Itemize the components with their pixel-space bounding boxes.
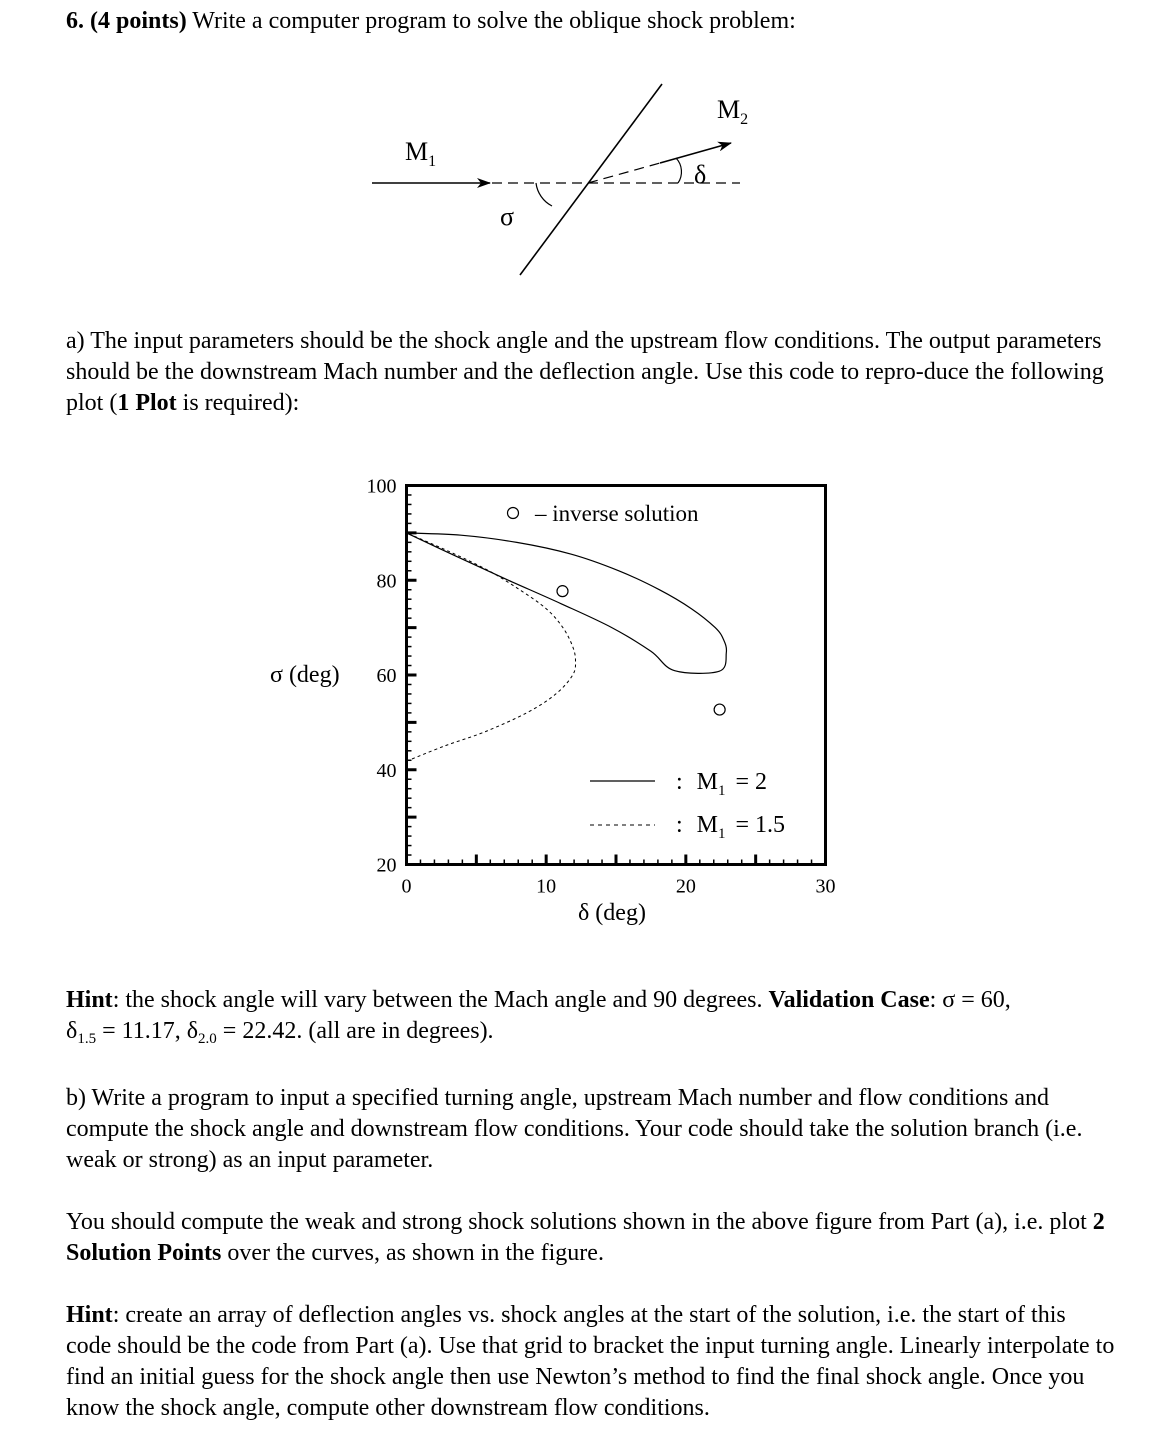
delta-20-sub: 2.0 bbox=[198, 1031, 217, 1047]
sigma-vs-delta-chart bbox=[260, 470, 860, 940]
plot-frame bbox=[407, 486, 826, 865]
legend-entry-m1-2: : $M_1 = 2$ bbox=[676, 769, 768, 799]
y-tick-label: 80 bbox=[376, 570, 397, 593]
validation-sigma: : σ = 60, bbox=[929, 987, 1011, 1013]
y-tick-label: 20 bbox=[376, 854, 397, 877]
axis-ticks bbox=[407, 486, 826, 865]
question-number: 6. bbox=[66, 8, 84, 34]
delta-15-sub: 1.5 bbox=[77, 1031, 97, 1047]
part-a-text bbox=[66, 326, 1116, 419]
legend-entry-m1-1-5: : $M_1 = 1.5$ bbox=[676, 812, 786, 842]
shock-wave-line bbox=[520, 84, 662, 275]
delta-20-symbol: δ bbox=[186, 1018, 199, 1044]
part-b2-body: You should compute the weak and strong shock solutions shown in the above figure from Part (a), i.e. plot bbox=[66, 1209, 1093, 1235]
solution-point bbox=[557, 586, 568, 597]
legend-marker-text: – inverse solution bbox=[535, 501, 699, 526]
x-tick-label: 30 bbox=[815, 875, 836, 898]
validation-label: Validation Case bbox=[768, 987, 930, 1013]
x-tick-label: 10 bbox=[536, 875, 557, 898]
hint-validation bbox=[66, 985, 1116, 1047]
hint1-text: : the shock angle will vary between the Mach angle and 90 degrees. bbox=[112, 987, 769, 1013]
x-axis-label: δ (deg) bbox=[578, 900, 646, 926]
curves bbox=[407, 533, 727, 761]
m1-label: $M_1$ bbox=[405, 137, 437, 170]
hint1-tail: . (all are in degrees). bbox=[296, 1018, 494, 1044]
part-b2-tail: over the curves, as shown in the figure. bbox=[221, 1240, 604, 1266]
part-b-text: b) Write a program to input a specified turning angle, upstream Mach number and flow conditions and compute the shock angle and downstream flow conditions. Your code should take the solution branch (i.e. weak or strong) as an input parameter. bbox=[66, 1085, 1083, 1173]
y-axis-label: σ (deg) bbox=[270, 662, 340, 688]
part-b2-bold: 2 Solution Points bbox=[66, 1209, 1105, 1266]
part-a-bold: 1 Plot bbox=[117, 390, 177, 416]
part-a-body: a) The input parameters should be the shock angle and the upstream flow conditions. The output parameters should be the downstream Mach number and the deflection angle. Use this code to repro-duce the following plot ( bbox=[66, 328, 1104, 416]
part-a-tail: is required): bbox=[176, 390, 300, 416]
hint1-label: Hint bbox=[66, 987, 113, 1013]
sigma-arc bbox=[536, 183, 552, 206]
oblique-shock-diagram bbox=[340, 70, 780, 290]
delta-label: δ bbox=[694, 160, 707, 189]
solution-points bbox=[557, 586, 725, 715]
deflected-dashed-line bbox=[588, 163, 660, 183]
delta-20-value: = 22.42 bbox=[216, 1018, 297, 1044]
m2-label: $M_2$ bbox=[717, 95, 749, 128]
y-tick-label: 60 bbox=[376, 665, 397, 687]
y-tick-label: 40 bbox=[376, 759, 397, 782]
question-title bbox=[66, 6, 1126, 37]
y-tick-label: 100 bbox=[366, 475, 397, 498]
hint2-label: Hint bbox=[66, 1302, 113, 1328]
hint2-text: : create an array of deflection angles vs. shock angles at the start of the solution, i.e. the start of this code should be the code from Part (a). Use that grid to bracket the input turning angle. Linearly interpolate to find an initial guess for the shock angle then use Newton’s method to find the final shock angle. Once you know the shock angle, compute other downstream flow conditions. bbox=[66, 1302, 1115, 1421]
delta-15-value: = 11.17, bbox=[96, 1018, 187, 1044]
legend-marker-circle bbox=[508, 508, 519, 519]
delta-15-symbol: δ bbox=[66, 1018, 78, 1044]
solution-point bbox=[714, 704, 725, 715]
hint-newton bbox=[66, 1300, 1116, 1424]
x-tick-label: 0 bbox=[401, 875, 412, 898]
delta-arc bbox=[676, 158, 681, 183]
x-tick-label: 20 bbox=[675, 875, 696, 898]
curve-m1-1-5 bbox=[407, 533, 576, 761]
question-points: (4 points) bbox=[90, 8, 187, 34]
question-text: Write a computer program to solve the oblique shock problem: bbox=[186, 8, 796, 34]
part-b-solution-points bbox=[66, 1207, 1116, 1269]
sigma-label: σ bbox=[500, 202, 515, 231]
